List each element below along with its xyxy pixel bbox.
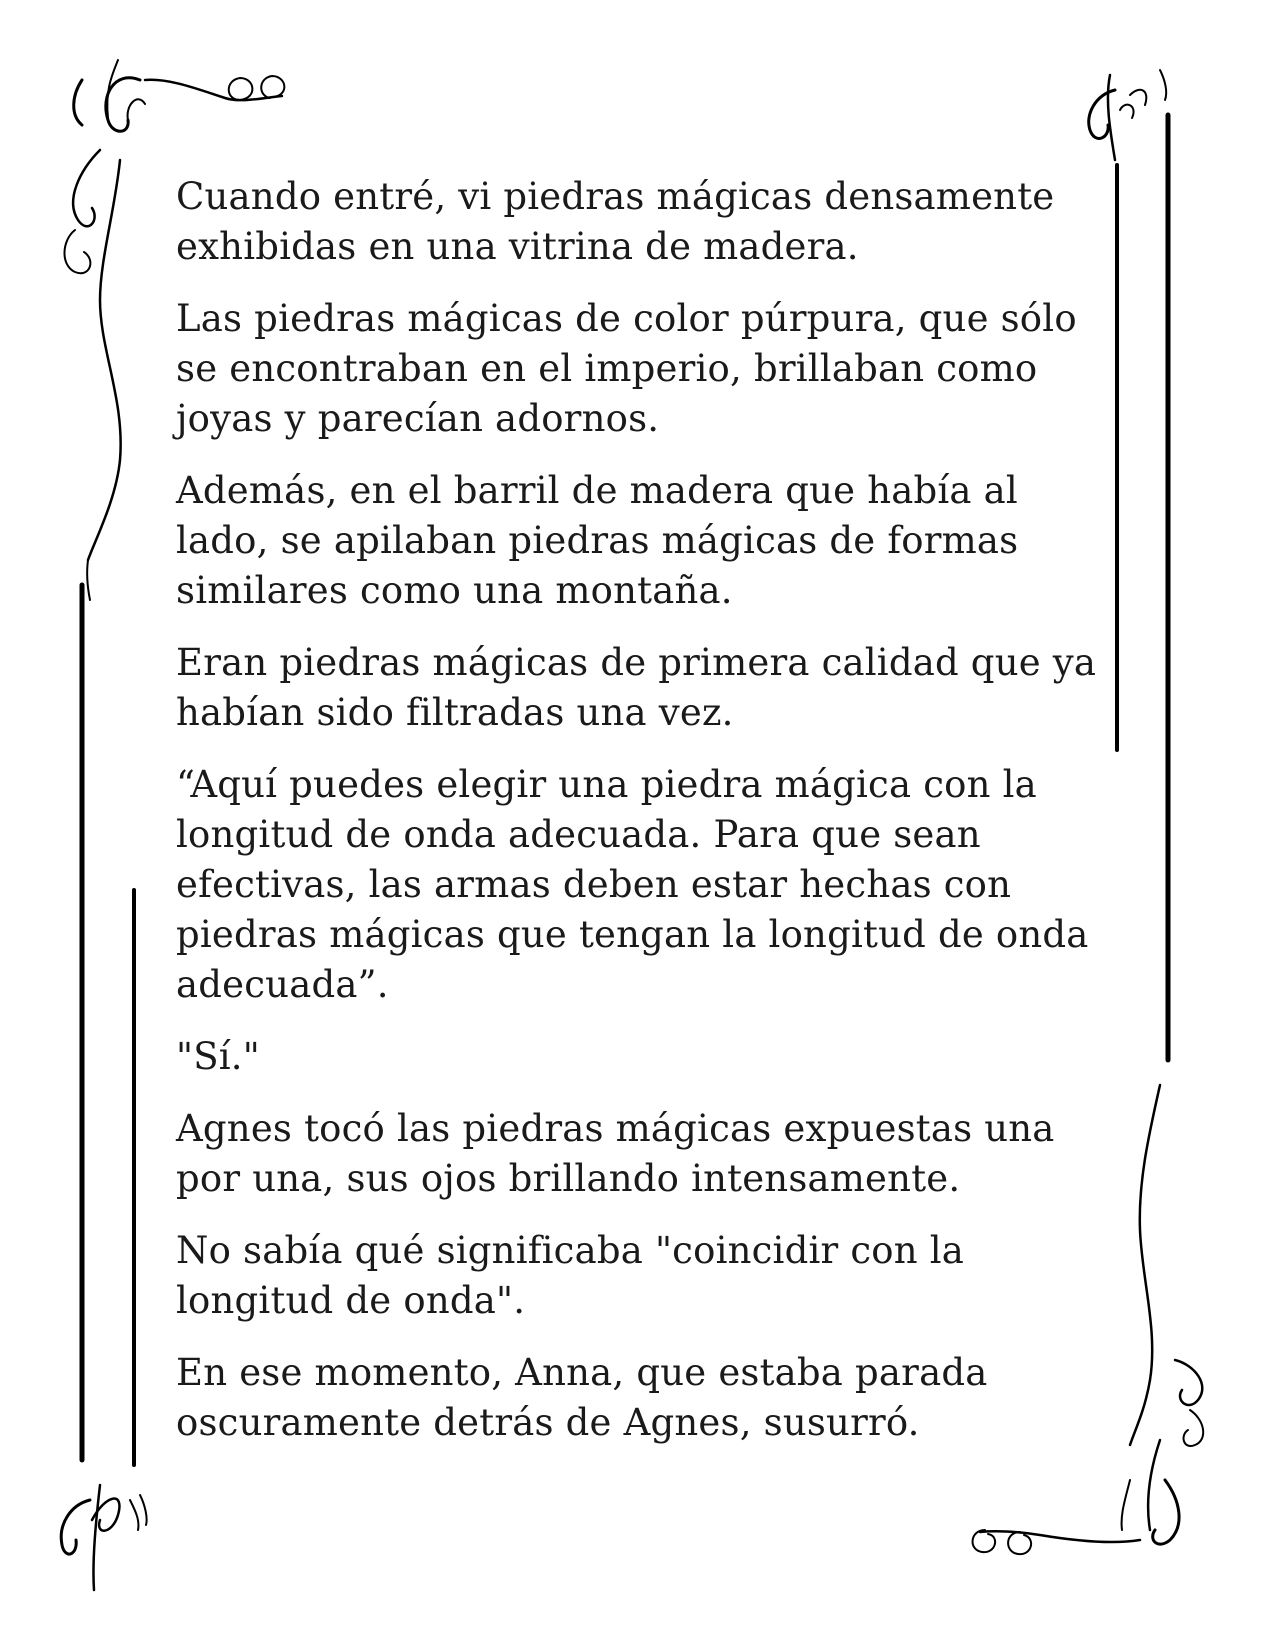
bottom-left-flourish-icon xyxy=(61,1485,146,1590)
paragraph-3: Además, en el barril de madera que había al lado, se apilaban piedras mágicas de formas similares como una montaña. xyxy=(176,469,1019,612)
paragraph-7: Agnes tocó las piedras mágicas expuestas una por una, sus ojos brillando intensamente. xyxy=(176,1107,1055,1200)
paragraph-5: “Aquí puedes elegir una piedra mágica con la longitud de onda adecuada. Para que sean efectivas, las armas deben estar hechas con piedras mágicas que tengan la longitud de onda adecuada”. xyxy=(176,763,1089,1006)
story-text-block xyxy=(176,172,1106,1470)
paragraph-8: No sabía qué significaba "coincidir con la longitud de onda". xyxy=(176,1229,965,1322)
paragraph-1: Cuando entré, vi piedras mágicas densamente exhibidas en una vitrina de madera. xyxy=(176,175,1055,268)
paragraph-9: En ese momento, Anna, que estaba parada oscuramente detrás de Agnes, susurró. xyxy=(176,1351,988,1444)
paragraph-4: Eran piedras mágicas de primera calidad que ya habían sido filtradas una vez. xyxy=(176,641,1097,734)
top-right-flourish-icon xyxy=(1089,70,1166,160)
paragraph-6: "Sí." xyxy=(176,1035,260,1078)
paragraph-2: Las piedras mágicas de color púrpura, que sólo se encontraban en el imperio, brillaban como joyas y parecían adornos. xyxy=(176,297,1077,440)
